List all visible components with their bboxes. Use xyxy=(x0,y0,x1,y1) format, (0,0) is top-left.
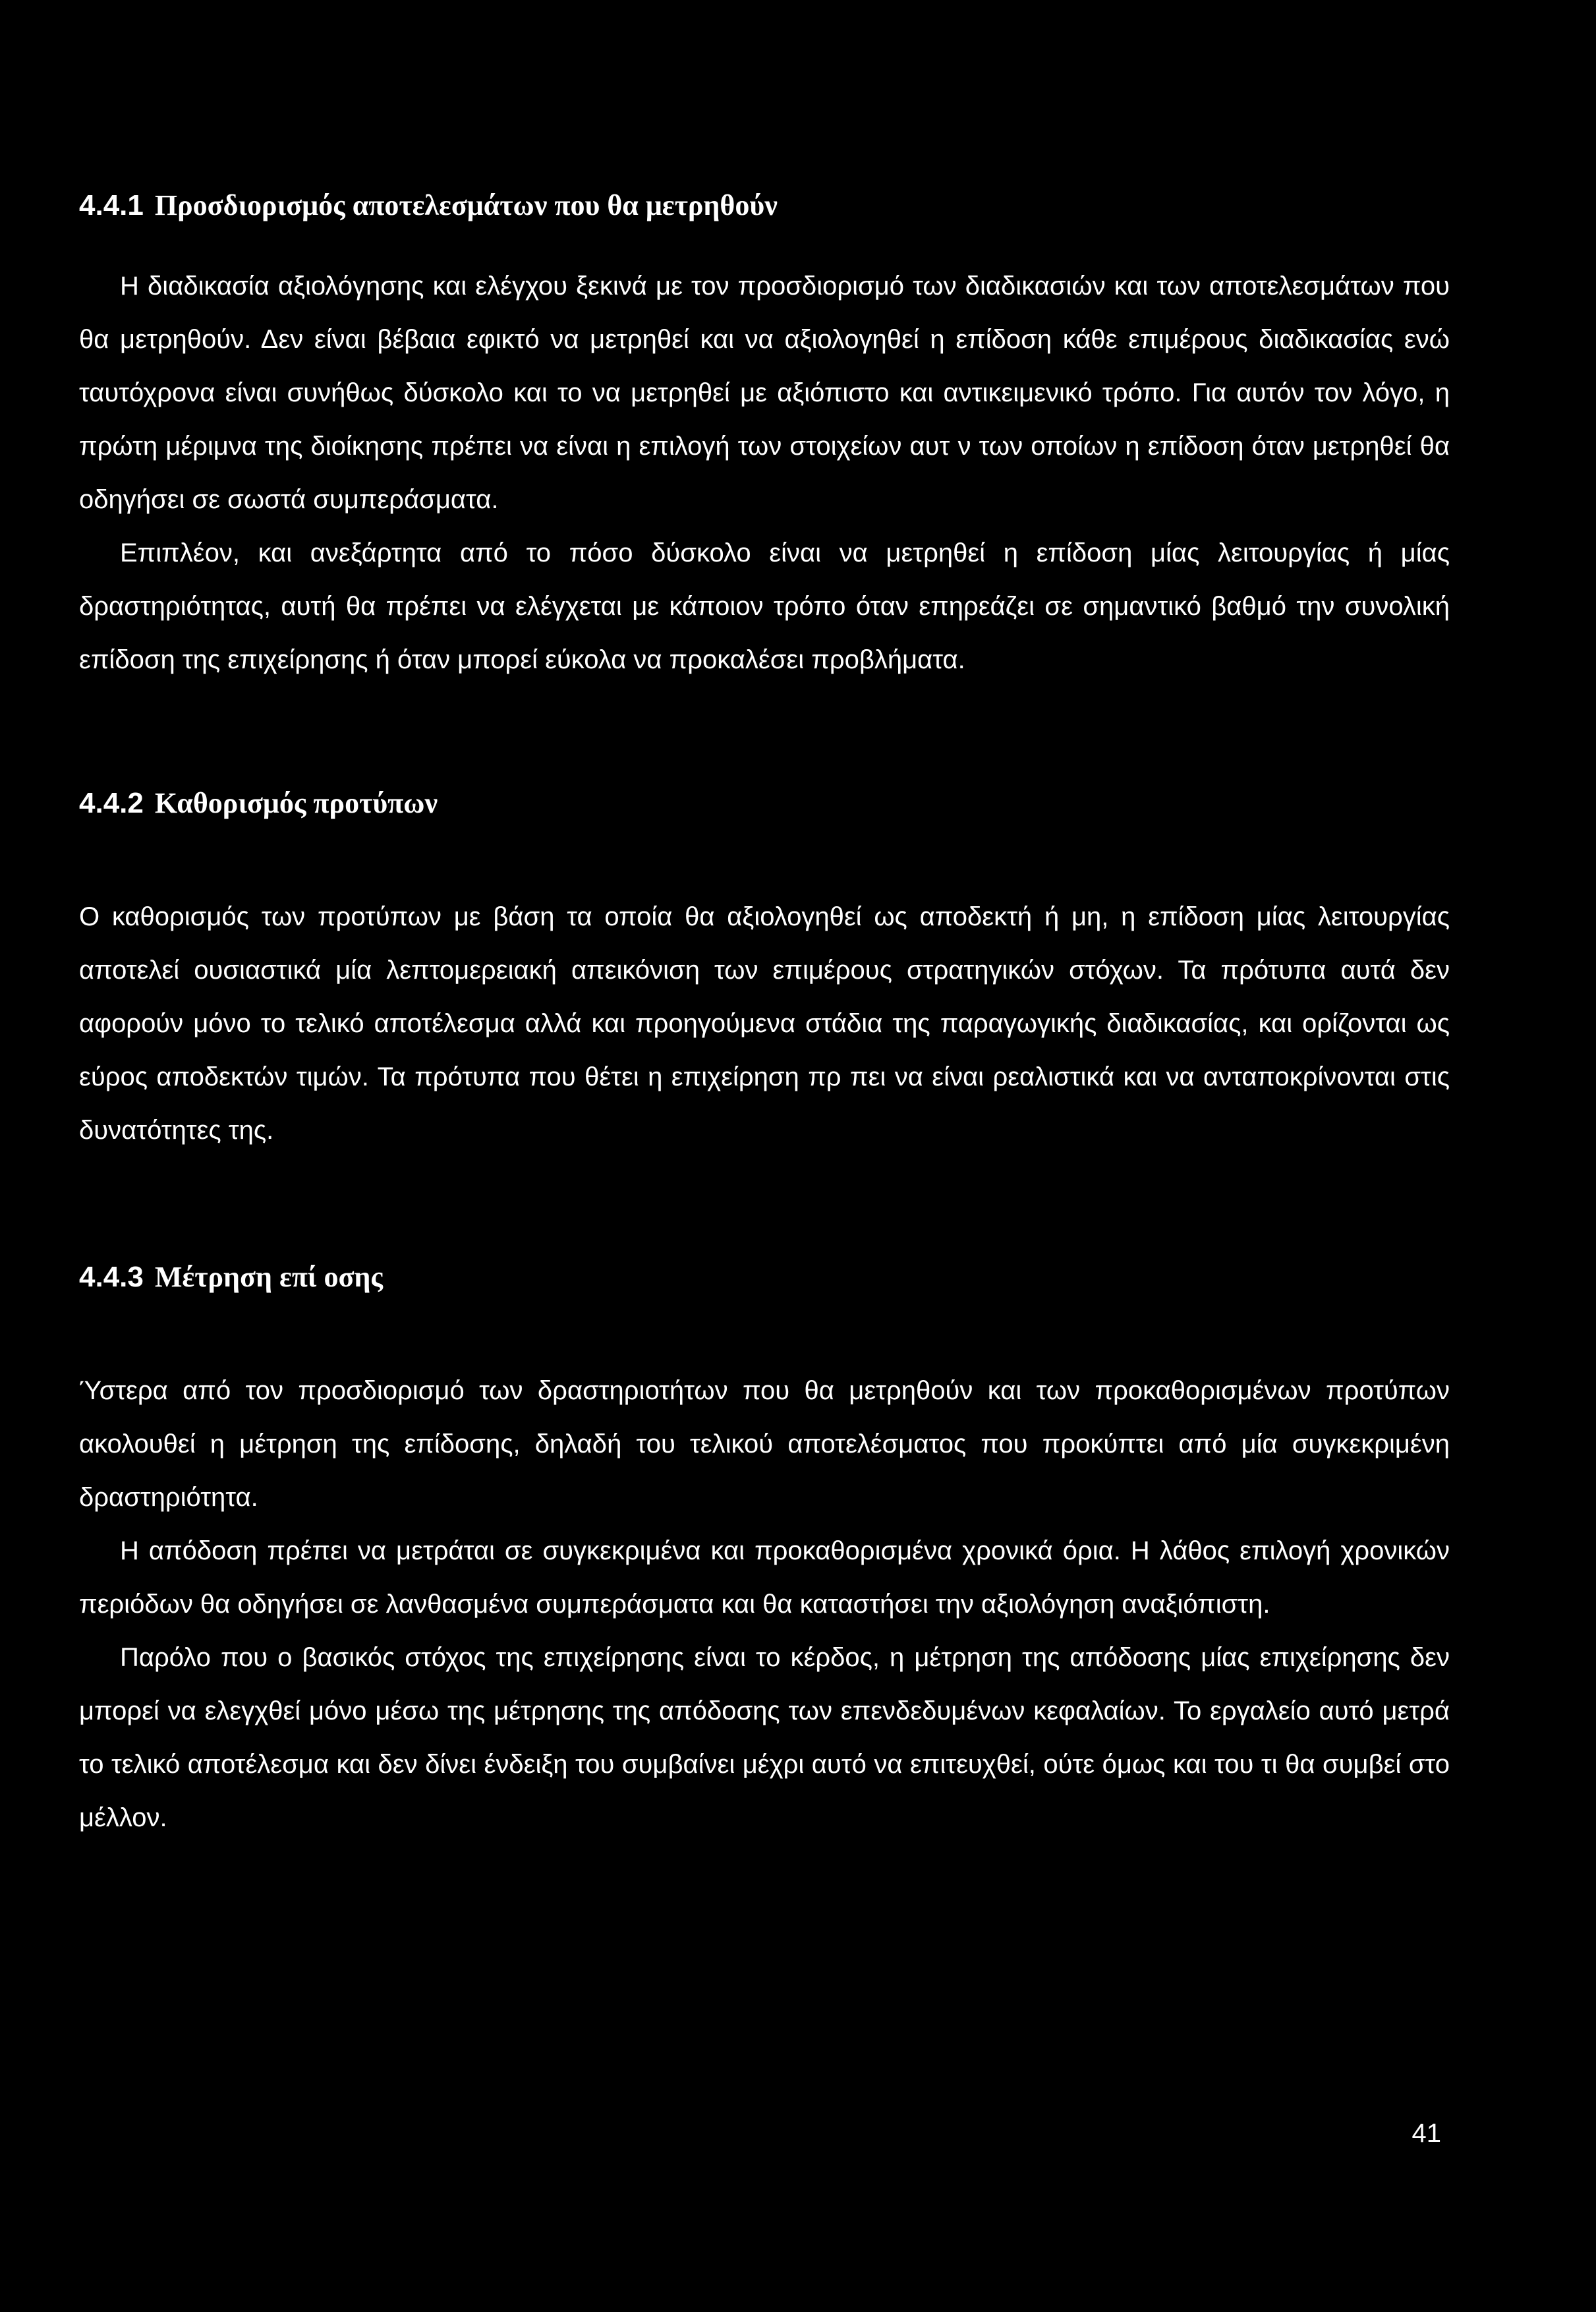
paragraph: Επιπλέον, και ανεξάρτητα από το πόσο δύσκολο είναι να μετρηθεί η επίδοση μίας λειτουργίας ή μίας δραστηριότητας, αυτή θα πρέπει να ελέγχεται με κάποιον τρόπο όταν επηρεάζει σε σημαντικό βαθμό την συνολική επίδοση της επιχείρησης ή όταν μπορεί εύκολα να προκαλέσει προβλήματα. xyxy=(79,538,1450,674)
section-title: Καθορισμός προτύπων xyxy=(154,787,438,819)
section-number: 4.4.2 xyxy=(79,787,144,819)
paragraph: Η απόδοση πρέπει να μετράται σε συγκεκριμένα και προκαθορισμένα χρονικά όρια. Η λάθος επιλογή χρονικών περιόδων θα οδηγήσει σε λανθασμένα συμπεράσματα και θα καταστήσει την αξιολόγηση αναξιόπιστη. xyxy=(79,1536,1450,1619)
section-heading-4-4-2 xyxy=(79,782,1450,824)
paragraph: Ύστερα από τον προσδιορισμό των δραστηριοτήτων που θα μετρηθούν και των προκαθορισμένων προτύπων ακολουθεί η μέτρηση της επίδοσης, δηλαδή του τελικού αποτελέσματος που προκύπτει από μία συγκεκριμένη δραστηριότητα. xyxy=(79,1376,1450,1512)
section-number: 4.4.1 xyxy=(79,189,144,221)
section-number: 4.4.3 xyxy=(79,1261,144,1293)
page-number: 41 xyxy=(1411,2119,1441,2148)
paragraph: Παρόλο που ο βασικός στόχος της επιχείρησης είναι το κέρδος, η μέτρηση της απόδοσης μίας επιχείρησης δεν μπορεί να ελεγχθεί μόνο μέσω της μέτρησης της απόδοσης των επενδεδυμένων κεφαλαίων. Το εργαλείο αυτό μετρά το τελικό αποτέλεσμα και δεν δίνει ένδειξη του συμβαίνει μέχρι αυτό να επιτευχθεί, ούτε όμως και του τι θα συμβεί στο μέλλον. xyxy=(79,1643,1450,1832)
paragraph: Η διαδικασία αξιολόγησης και ελέγχου ξεκινά με τον προσδιορισμό των διαδικασιών και των αποτελεσμάτων που θα μετρηθούν. Δεν είναι βέβαια εφικτό να μετρηθεί και να αξιολογηθεί η επίδοση κάθε επιμέρους διαδικασίας ενώ ταυτόχρονα είναι συνήθως δύσκολο και το να μετρηθεί με αξιόπιστο και αντικειμενικό τρόπο. Για αυτόν τον λόγο, η πρώτη μέριμνα της διοίκησης πρέπει να είναι η επιλογή των στοιχείων αυτ ν των οποίων η επίδοση όταν μετρηθεί θα οδηγήσει σε σωστά συμπεράσματα. xyxy=(79,272,1450,514)
section-title: Προσδιορισμός αποτελεσμάτων που θα μετρηθούν xyxy=(154,189,778,221)
document-page xyxy=(79,185,1450,1845)
paragraph: Ο καθορισμός των προτύπων με βάση τα οποία θα αξιολογηθεί ως αποδεκτή ή μη, η επίδοση μίας λειτουργίας αποτελεί ουσιαστικά μία λεπτομερειακή απεικόνιση των επιμέρους στρατηγικών στόχων. Τα πρότυπα αυτά δεν αφορούν μόνο το τελικό αποτέλεσμα αλλά και προηγούμενα στάδια της παραγωγικής διαδικασίας, και ορίζονται ως εύρος αποδεκτών τιμών. Τα πρότυπα που θέτει η επιχείρηση πρ πει να είναι ρεαλιστικά και να ανταποκρίνονται στις δυνατότητες της. xyxy=(79,902,1450,1145)
section-heading-4-4-3 xyxy=(79,1256,1450,1298)
section-heading-4-4-1 xyxy=(79,185,1450,227)
section-title: Μέτρηση επί οσης xyxy=(154,1261,383,1293)
